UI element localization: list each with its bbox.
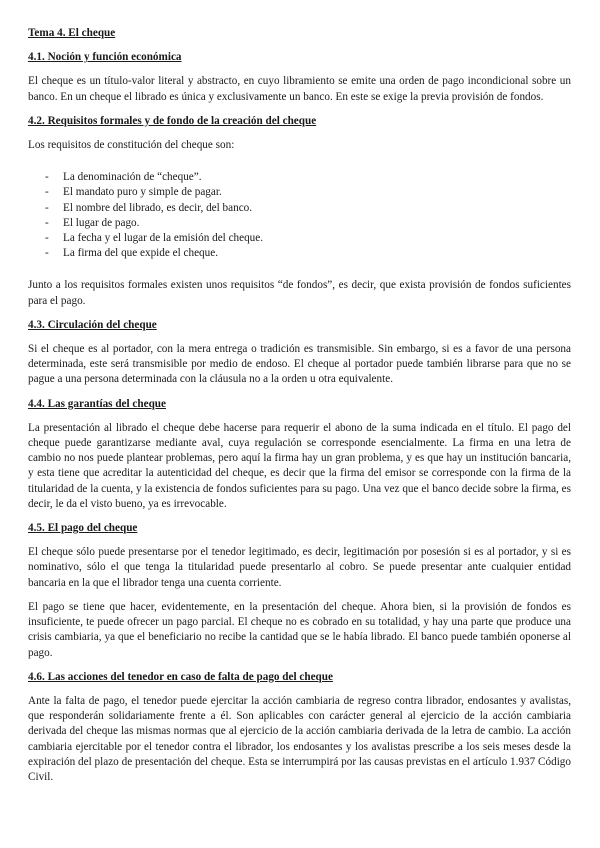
- section-heading-4-3: 4.3. Circulación del cheque: [28, 318, 157, 331]
- list-item: - El mandato puro y simple de pagar.: [28, 185, 571, 200]
- section-heading-4-2: 4.2. Requisitos formales y de fondo de la creación del cheque: [28, 114, 317, 127]
- section-heading-4-5: 4.5. El pago del cheque: [28, 522, 138, 535]
- document-title: Tema 4. El cheque: [28, 27, 116, 39]
- paragraph: Los requisitos de constitución del cheque son:: [28, 139, 235, 152]
- paragraph: Si el cheque es al portador, con la mera entrega o tradición es transmisible. Sin embargo, si es a favor de una persona determinada, este será transmisible por medio de endoso. El cheque al portador puede también librarse para que no se pague a una persona determinada con la cláusula no a la orden u otra equivalente.: [28, 343, 571, 386]
- paragraph: Junto a los requisitos formales existen unos requisitos “de fondos”, es decir, que exista provisión de fondos suficientes para el pago.: [28, 279, 571, 307]
- list-item: - El nombre del librado, es decir, del banco.: [28, 201, 571, 216]
- list-item: - La denominación de “cheque”.: [28, 170, 571, 185]
- list-item: - La fecha y el lugar de la emisión del cheque.: [28, 231, 571, 246]
- list-item: - La firma del que expide el cheque.: [28, 246, 571, 261]
- paragraph: El cheque es un título-valor literal y abstracto, en cuyo libramiento se emite una orden de pago incondicional sobre un banco. En un cheque el librado es única y exclusivamente un banco. En este se exige la previa provisión de fondos.: [28, 75, 571, 103]
- section-heading-4-1: 4.1. Noción y función económica: [28, 51, 182, 64]
- paragraph: La presentación al librado el cheque debe hacerse para requerir el abono de la suma indicada en el título. El pago del cheque puede garantizarse mediante aval, cuya regulación se corresponde esencialmente. La firma en una letra de cambio no nos puede plantear problemas, pero aquí la firma hay un gran problema, y es que hay un institución bancaria, y esta tiene que acreditar la autenticidad del cheque, es decir que la firma del emisor se corresponde con la firma de la titularidad de la cuenta, y la existencia de fondos suficientes para su pago. Una vez que el banco decide sobre la firma, es decir, le da el visto bueno, ya es irrevocable.: [28, 421, 571, 510]
- list-item: - El lugar de pago.: [28, 216, 571, 231]
- paragraph: Ante la falta de pago, el tenedor puede ejercitar la acción cambiaria de regreso contra librador, endosantes y avalistas, que responderán solidariamente frente a él. Son aplicables con carácter general al ejercicio de la acción cambiaria derivada del cheque las mismas normas que al ejercicio de la acción cambiaria derivada de la letra de cambio. La acción cambiaria ejercitable por el tenedor contra el librador, los endosantes y los avalistas prescribe a los seis meses desde la expiración del plazo de presentación del cheque. Esta se interrumpirá por las causas previstas en el artículo 1.937 Código Civil.: [28, 694, 571, 783]
- section-heading-4-4: 4.4. Las garantías del cheque: [28, 397, 166, 410]
- document-body: [28, 26, 571, 785]
- requirements-list: [28, 170, 571, 261]
- paragraph: El pago se tiene que hacer, evidentemente, en la presentación del cheque. Ahora bien, si la provisión de fondos es insuficiente, te puede ofrecer un pago parcial. El cheque no es cobrado en su totalidad, y hay una parte que produce una crisis cambiaria, ya que el beneficiario no recibe la cantidad que se le había librado. El banco puede también oponerse al pago.: [28, 600, 571, 659]
- section-heading-4-6: 4.6. Las acciones del tenedor en caso de falta de pago del cheque: [28, 670, 333, 683]
- paragraph: El cheque sólo puede presentarse por el tenedor legitimado, es decir, legitimación por posesión si es al portador, y si es nominativo, sólo el que tenga la titularidad puede presentarlo al cobro. Se puede presentar ante cualquier entidad bancaria en la que el librador tenga una cuenta corriente.: [28, 546, 571, 589]
